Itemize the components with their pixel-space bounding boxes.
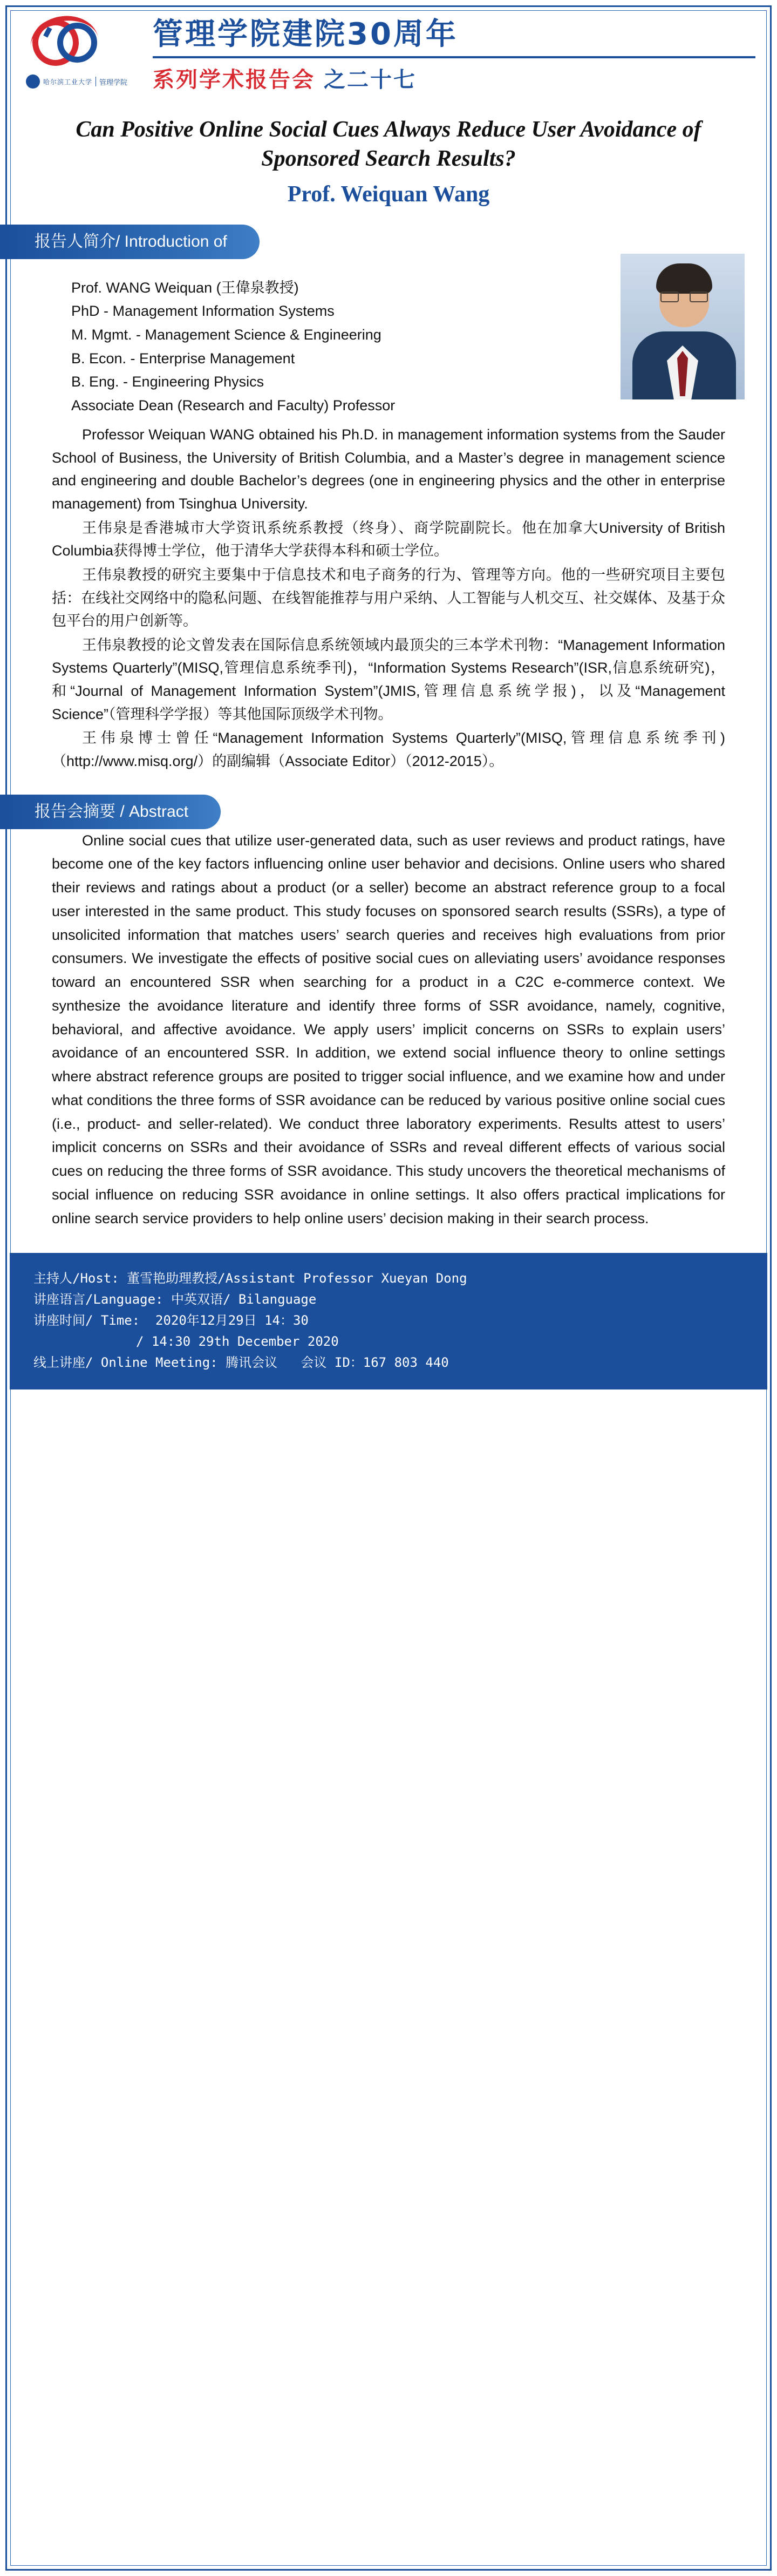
speaker-name: Prof. Weiquan Wang (287, 181, 490, 207)
university-logo-lockup (26, 74, 127, 89)
header-title-cn: 管理学院建院30周年 (153, 16, 458, 52)
speaker-portrait (621, 254, 745, 399)
header-subtitle-cn: 系列学术报告会 (153, 67, 315, 93)
university-seal-icon (26, 74, 40, 89)
talk-title: Can Positive Online Social Cues Always Reduce User Avoidance of Sponsored Search Results? (76, 117, 701, 171)
footer-time: 讲座时间/ Time: 2020年12月29日 14：30 (33, 1312, 309, 1328)
title-block (0, 100, 777, 211)
list-item: PhD - Management Information Systems (71, 303, 335, 320)
footer-language: 讲座语言/Language: 中英双语/ Bilanguage (33, 1292, 317, 1307)
intro-section-banner: 报告人简介/ Introduction of (0, 225, 260, 259)
list-item: Associate Dean (Research and Faculty) Professor (71, 397, 396, 414)
anniversary-30-icon (28, 15, 109, 71)
list-item: M. Mgmt. - Management Science & Engineering (71, 326, 381, 343)
bio-paragraph: Professor Weiquan WANG obtained his Ph.D. in management information systems from the Sauder School of Business, the University of British Columbia, and a Master’s degree in management science and engineering and double Bachelor’s degrees (one in engineering physics and the other in enterprise management) from Tsinghua University. (52, 426, 725, 512)
footer-host: 主持人/Host: 董雪艳助理教授/Assistant Professor Xueyan Dong (33, 1271, 467, 1286)
anniversary-logo (25, 14, 141, 95)
header-subtitle-number-cn: 之二十七 (324, 67, 417, 93)
header-rule (153, 56, 755, 58)
footer-meeting: 线上讲座/ Online Meeting: 腾讯会议 会议 ID：167 803 440 (33, 1354, 449, 1370)
bio-paragraph: 王伟泉教授的研究主要集中于信息技术和电子商务的行为、管理等方向。他的一些研究项目主要包括：在线社交网络中的隐私问题、在线智能推荐与用户采纳、人工智能与人机交互、社交媒体、及基于众包平台的用户创新等。 (52, 566, 725, 629)
header-subtitle-row (153, 63, 755, 93)
abstract-content (0, 829, 777, 1230)
portrait-glasses-icon (660, 292, 708, 302)
school-name-cn: 管理学院 (99, 78, 128, 86)
list-item: Prof. WANG Weiquan (王偉泉教授) (71, 279, 299, 296)
intro-banner-row (0, 225, 777, 259)
list-item: B. Eng. - Engineering Physics (71, 374, 264, 390)
bio-paragraph: 王伟泉教授的论文曾发表在国际信息系统领域内最顶尖的三本学术刊物：“Management Information Systems Quarterly”(MISQ,管理信息系统季刊)，“Information Systems Research”(ISR,信息系统研究)，和“Journal of Management Information System”(JMIS,管理信息系统学报)，以及“Management Science”（管理科学学报）等其他国际顶级学术刊物。 (52, 636, 725, 722)
list-item: B. Econ. - Enterprise Management (71, 350, 295, 367)
abstract-paragraph: Online social cues that utilize user-generated data, such as user reviews and product ratings, have become one of the key factors influencing online user behavior and decisions. Online users who shared their reviews and ratings about a product (or a seller) become an abstract reference group to a focal user interested in the same product. This study focuses on sponsored search results (SSRs), a type of unsolicited information that matches users’ search queries and receives high evaluations from prior consumers. We investigate the effects of positive social cues on alleviating users’ avoidance responses toward an encountered SSR when searching for a product in a C2C e-commerce context. We synthesize the avoidance literature and identify three forms of SSR avoidance, namely, cognitive, behavioral, and affective avoidance. We apply users’ implicit concerns on SSRs to explain users’ avoidance of an encountered SSR. In addition, we extend social influence theory to online settings where abstract reference groups are posited to trigger social influence, and we examine how and under what conditions the three forms of SSR avoidance can be reduced by various positive online social cues (i.e., product- and seller-related). We conduct three laboratory experiments. Results attest to users’ implicit concerns on SSRs and their avoidance of SSRs and reveal different effects of various social cues on reducing the three forms of SSR avoidance. This study uncovers the theoretical mechanisms of social influence on reducing SSR avoidance in online settings. It also offers practical implications for online search service providers to help online users’ decision making in their search process. (52, 832, 725, 1226)
abstract-banner-row (0, 795, 777, 829)
poster-footer (10, 1253, 767, 1389)
bio-paragraph: 王伟泉是香港城市大学资讯系统系教授（终身）、商学院副院长。他在加拿大University of British Columbia获得博士学位，他于清华大学获得本科和硕士学位。 (52, 519, 725, 559)
university-name-cn: 哈尔滨工业大学 (43, 78, 93, 86)
abstract-section-banner: 报告会摘要 / Abstract (0, 795, 221, 829)
bio-paragraph: 王伟泉博士曾任“Management Information Systems Quarterly”(MISQ,管理信息系统季刊)（http://www.misq.org/）的副编辑（Associate Editor）（2012-2015）。 (52, 730, 725, 770)
poster-header (0, 0, 777, 100)
footer-time-english: / 14:30 29th December 2020 (136, 1333, 339, 1349)
header-text-block (153, 16, 755, 94)
